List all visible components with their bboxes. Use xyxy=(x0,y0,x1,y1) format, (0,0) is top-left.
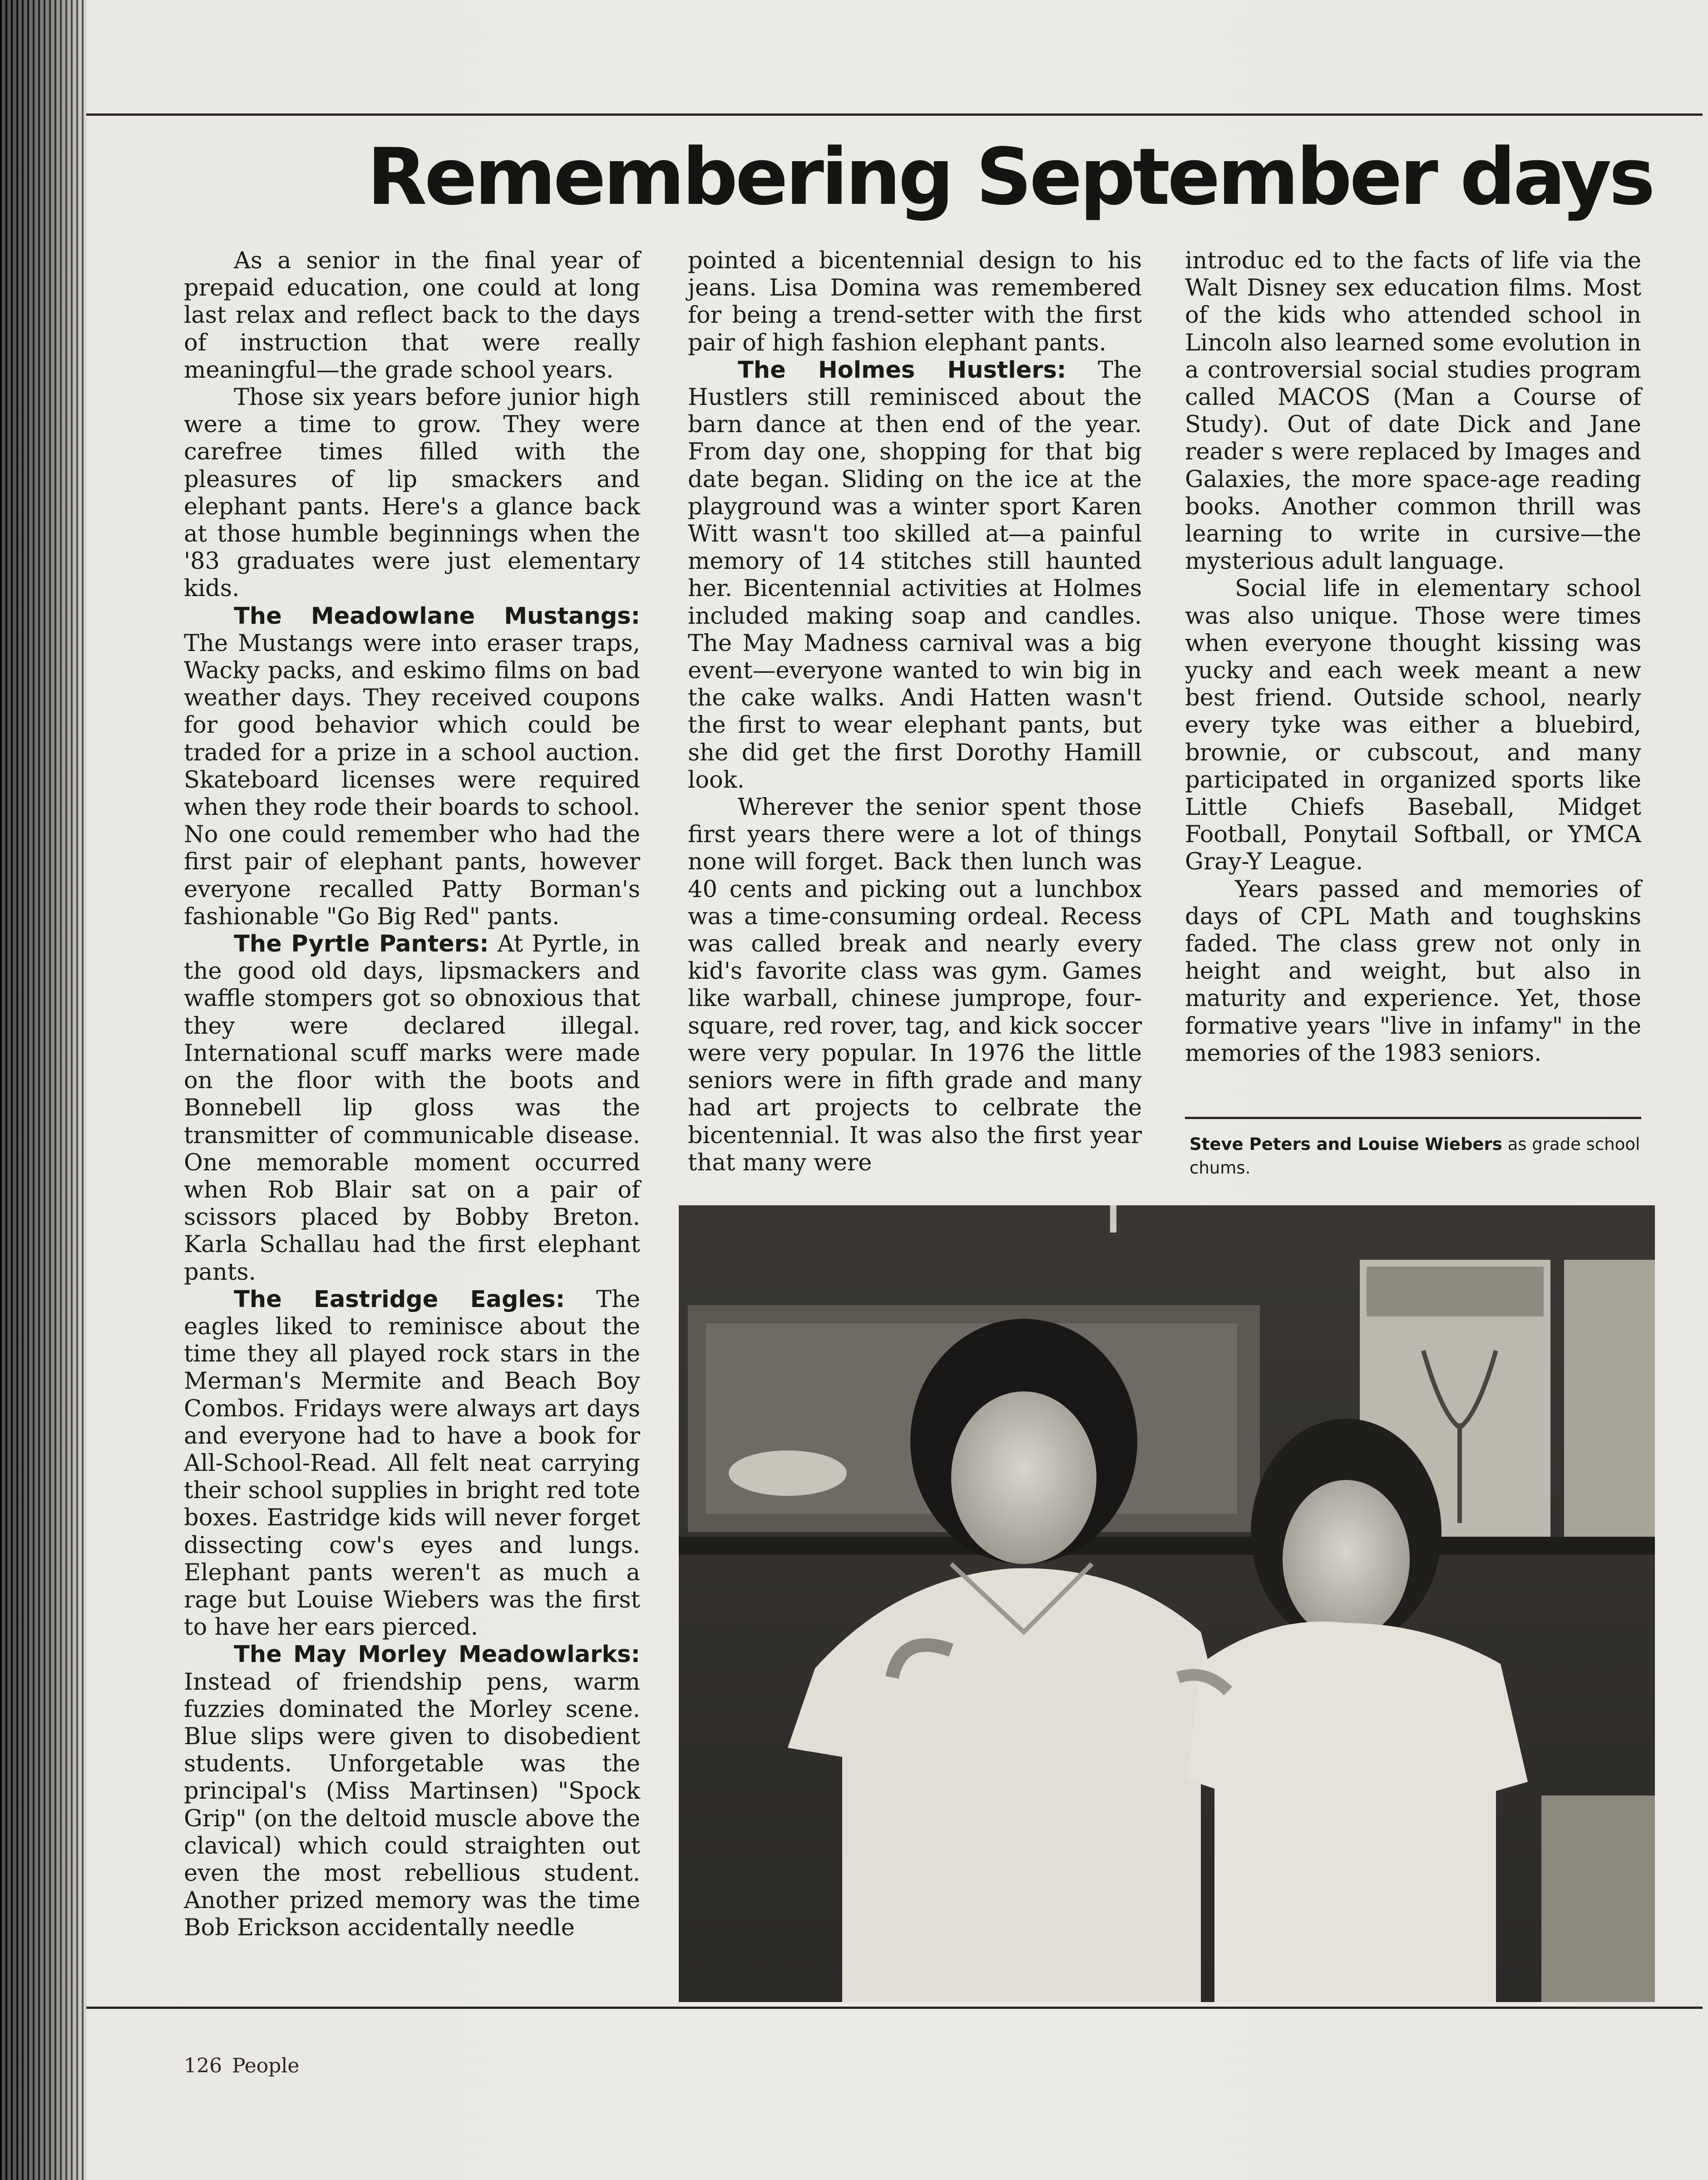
caption-text: as grade school chums. xyxy=(1190,1134,1640,1178)
paragraph xyxy=(688,794,1142,1177)
paragraph-text: Those six years before junior high were a time to grow. They were carefree times filled with the pleasures of lip smackers and elephant pants. Here's a glance back at those humble beginnings when the '83 graduates were just elementary kids. xyxy=(184,384,640,602)
paragraph xyxy=(184,931,640,1286)
article-column-1 xyxy=(184,247,640,1995)
photo-caption xyxy=(1190,1133,1644,1180)
paragraph-text: Social life in elementary school was also unique. Those were times when everyone thought kissing was yucky and each week meant a new best friend. Outside school, nearly every tyke was either a bluebird, brownie, or cubscout, and many participated in organized sports like Little Chiefs Baseball, Midget Football, Ponytail Softball, or YMCA Gray-Y League. xyxy=(1185,575,1641,876)
paragraph-text: Instead of friendship pens, warm fuzzies dominated the Morley scene. Blue slips were given to disobedient students. Unforgetable was the principal's (Miss Martinsen) "Spock Grip" (on the deltoid muscle above the clavical) which could straighten out even the most rebellious student. Another prized memory was the time Bob Erickson accidentally needle xyxy=(184,1668,640,1942)
paragraph xyxy=(1185,876,1641,1067)
article-column-3 xyxy=(1185,247,1641,1110)
paragraph xyxy=(184,1286,640,1642)
section-lead: The Holmes Hustlers: xyxy=(738,356,1066,384)
paragraph xyxy=(184,603,640,931)
section-lead: The Eastridge Eagles: xyxy=(234,1286,565,1313)
paragraph-text: At Pyrtle, in the good old days, lipsmackers and waffle stompers got so obnoxious that they were declared illegal. International scuff marks were made on the floor with the boots and Bonnebell lip gloss was the transmitter of communicable disease. One memorable moment occurred when Rob Blair sat on a pair of scissors placed by Bobby Breton. Karla Schallau had the first elephant pants. xyxy=(184,931,640,1286)
paragraph xyxy=(688,247,1142,357)
paragraph xyxy=(184,384,640,603)
paragraph xyxy=(184,1641,640,1942)
paragraph-text: The Mustangs were into eraser traps, Wacky packs, and eskimo films on bad weather days. They received coupons for good behavior which could be traded for a prize in a school auction. Skateboard licenses were required when they rode their boards to school. No one could remember who had the first pair of elephant pants, however everyone recalled Patty Borman's fashionable "Go Big Red" pants. xyxy=(184,630,640,930)
top-rule xyxy=(86,113,1703,116)
section-lead: The May Morley Meadowlarks: xyxy=(234,1641,640,1668)
paragraph-text: introduc ed to the facts of life via the Walt Disney sex education films. Most of the kids who attended school in Lincoln also learned some evolution in a controversial social studies program called MACOS (Man a Course of Study). Out of date Dick and Jane reader s were replaced by Images and Galaxies, the more space-age reading books. Another common thrill was learning to write in cursive—the mysterious adult language. xyxy=(1185,247,1641,575)
caption-names: Steve Peters and Louise Wiebers xyxy=(1190,1134,1502,1154)
paragraph-text: As a senior in the final year of prepaid education, one could at long last relax and reflect back to the days of instruction that were really meaningful—the grade school years. xyxy=(184,247,640,384)
photo-two-girls xyxy=(679,1205,1655,2002)
page-folio xyxy=(184,2054,309,2077)
section-lead: The Meadowlane Mustangs: xyxy=(234,602,640,630)
page-headline: Remembering September days xyxy=(367,131,1653,222)
paragraph-text: Wherever the senior spent those first years there were a lot of things none will forget. Back then lunch was 40 cents and picking out a lunchbox was a time-consuming ordeal. Recess was called break and nearly every kid's favorite class was gym. Games like warball, chinese jumprope, four-square, red rover, tag, and kick soccer were very popular. In 1976 the little seniors were in fifth grade and many had art projects to celbrate the bicentennial. It was also the first year that many were xyxy=(688,794,1142,1176)
paragraph xyxy=(688,357,1142,794)
section-name: People xyxy=(232,2054,300,2077)
paragraph-text: pointed a bicentennial design to his jeans. Lisa Domina was remembered for being a trend-setter with the first pair of high fashion elephant pants. xyxy=(688,247,1142,356)
paragraph-text: Years passed and memories of days of CPL Math and toughskins faded. The class grew not only in height and weight, but also in maturity and experience. Yet, those formative years "live in infamy" in the memories of the 1983 seniors. xyxy=(1185,876,1641,1067)
bottom-rule xyxy=(86,2007,1703,2009)
paragraph-text: The eagles liked to reminisce about the time they all played rock stars in the Merman's Mermite and Beach Boy Combos. Fridays were always art days and everyone had to have a book for All-School-Read. All felt neat carrying their school supplies in bright red tote boxes. Eastridge kids will never forget dissecting cow's eyes and lungs. Elephant pants weren't as much a rage but Louise Wiebers was the first to have her ears pierced. xyxy=(184,1286,640,1641)
photo-illustration xyxy=(679,1205,1655,2002)
caption-rule xyxy=(1185,1117,1641,1119)
article-column-2 xyxy=(688,247,1142,1192)
page-number: 126 xyxy=(184,2054,222,2077)
paragraph xyxy=(1185,575,1641,876)
book-binding xyxy=(0,0,86,2180)
section-lead: The Pyrtle Panters: xyxy=(234,931,489,958)
paragraph xyxy=(184,247,640,384)
paragraph xyxy=(1185,247,1641,575)
paragraph-text: The Hustlers still reminisced about the barn dance at then end of the year. From day one, shopping for that big date began. Sliding on the ice at the playground was a winter sport Karen Witt wasn't too skilled at—a painful memory of 14 stitches still haunted her. Bicentennial activities at Holmes included making soap and candles. The May Madness carnival was a big event—everyone wanted to win big in the cake walks. Andi Hatten wasn't the first to wear elephant pants, but she did get the first Dorothy Hamill look. xyxy=(688,356,1142,794)
